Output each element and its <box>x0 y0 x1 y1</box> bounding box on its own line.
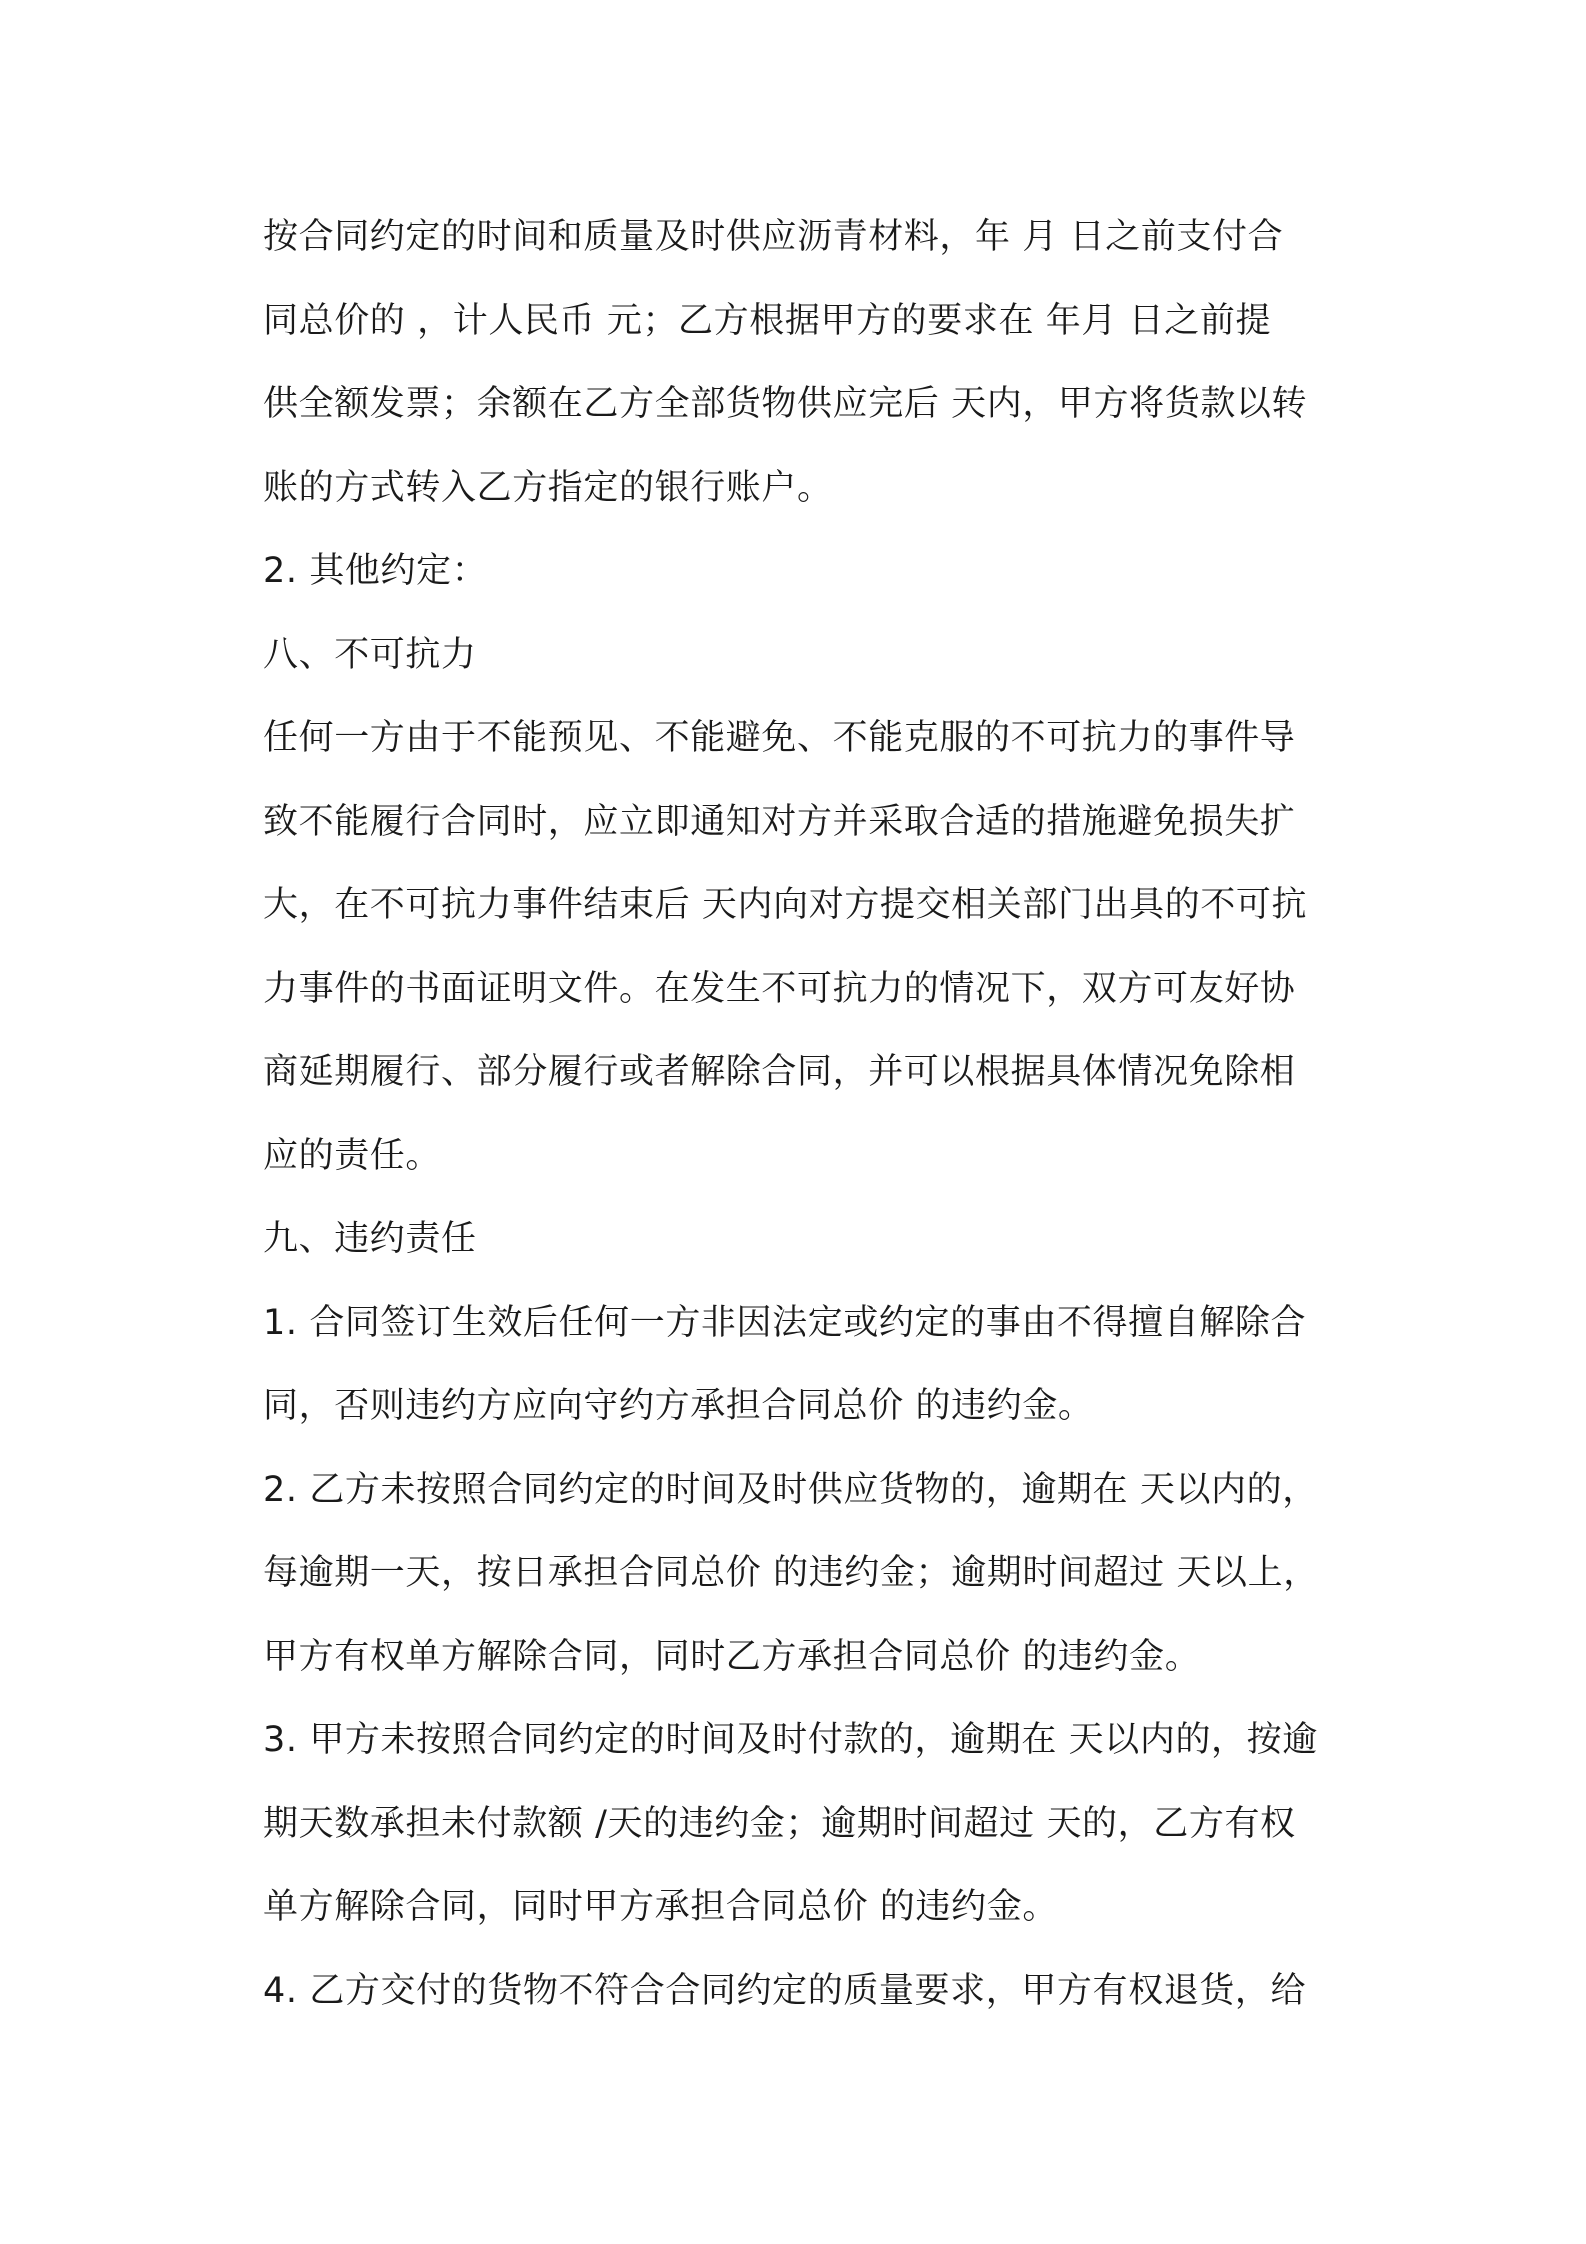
contract-text <box>263 196 1383 2033</box>
text-line: 按合同约定的时间和质量及时供应沥青材料，年 月 日之前支付合 <box>263 217 1284 257</box>
text-line: 任何一方由于不能预见、不能避免、不能克服的不可抗力的事件导 <box>263 718 1296 758</box>
other-agreements-heading: 2. 其他约定： <box>263 551 488 591</box>
clause-4-line: 4. 乙方交付的货物不符合合同约定的质量要求，甲方有权退货，给 <box>263 1970 1307 2011</box>
text-line: 应的责任。 <box>263 1135 442 1176</box>
text-line: 同总价的 ，计人民币 元；乙方根据甲方的要求在 年月 日之前提 <box>263 300 1272 341</box>
clause-2-line: 甲方有权单方解除合同，同时乙方承担合同总价 的违约金。 <box>263 1636 1201 1677</box>
section-heading-force-majeure: 八、不可抗力 <box>263 634 477 675</box>
clause-3-line: 期天数承担未付款额 /天的违约金；逾期时间超过 天的，乙方有权 <box>263 1803 1296 1844</box>
clause-1-line: 1. 合同签订生效后任何一方非因法定或约定的事由不得擅自解除合 <box>263 1302 1307 1343</box>
text-line: 供全额发票；余额在乙方全部货物供应完后 天内，甲方将货款以转 <box>263 384 1308 424</box>
text-line: 致不能履行合同时，应立即通知对方并采取合适的措施避免损失扩 <box>263 801 1296 842</box>
section-heading-breach-liability: 九、违约责任 <box>263 1219 477 1259</box>
clause-2-line: 每逾期一天，按日承担合同总价 的违约金；逾期时间超过 天以上， <box>263 1553 1319 1593</box>
text-line: 大，在不可抗力事件结束后 天内向对方提交相关部门出具的不可抗 <box>263 885 1308 925</box>
text-line: 力事件的书面证明文件。在发生不可抗力的情况下，双方可友好协 <box>263 968 1296 1009</box>
clause-3-line: 单方解除合同，同时甲方承担合同总价 的违约金。 <box>263 1887 1058 1927</box>
clause-1-line: 同，否则违约方应向守约方承担合同总价 的违约金。 <box>263 1386 1094 1426</box>
clause-3-line: 3. 甲方未按照合同约定的时间及时付款的，逾期在 天以内的，按逾 <box>263 1720 1318 1760</box>
clause-2-line: 2. 乙方未按照合同约定的时间及时供应货物的，逾期在 天以内的， <box>263 1469 1318 1510</box>
text-line: 账的方式转入乙方指定的银行账户。 <box>263 467 833 508</box>
text-line: 商延期履行、部分履行或者解除合同，并可以根据具体情况免除相 <box>263 1052 1296 1092</box>
